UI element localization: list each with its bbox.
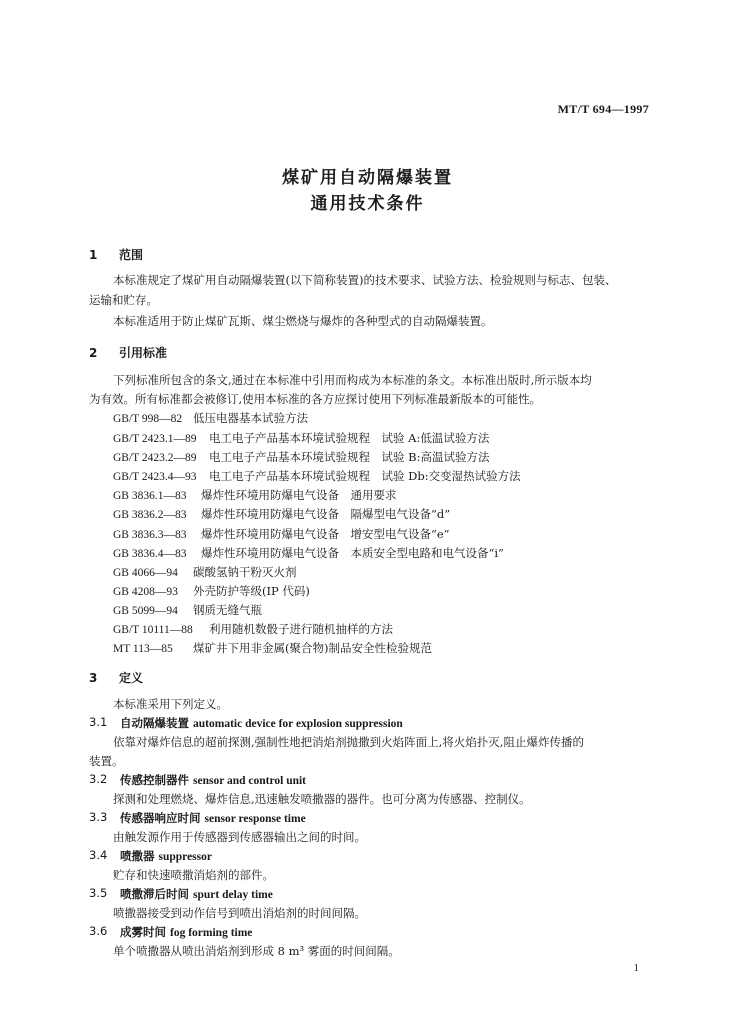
reference-code: GB/T 10111—88 bbox=[113, 624, 193, 636]
reference-title: 低压电器基本试验方法 bbox=[193, 411, 308, 425]
reference-code: GB/T 2423.2—89 bbox=[113, 452, 197, 464]
section-title: 范围 bbox=[119, 248, 144, 262]
section-1-heading bbox=[89, 246, 143, 263]
reference-title: 煤矿井下用非金属(聚合物)制品安全性检验规范 bbox=[193, 641, 432, 655]
reference-item bbox=[113, 449, 489, 466]
clause-number: 3.1 bbox=[89, 715, 108, 729]
paragraph-line: 为有效。所有标准都会被修订,使用本标准的各方应探讨使用下列标准最新版本的可能性。 bbox=[89, 392, 542, 406]
paragraph-line: 本标准采用下列定义。 bbox=[113, 697, 228, 711]
clause-title-cn: 喷撒滞后时间 bbox=[120, 887, 189, 901]
clause-title-en: spurt delay time bbox=[193, 889, 273, 901]
clause-title bbox=[120, 924, 252, 940]
reference-code: GB/T 998—82 bbox=[113, 413, 183, 425]
clause-body-line: 装置。 bbox=[89, 754, 124, 768]
reference-item bbox=[113, 468, 521, 485]
clause-title-en: suppressor bbox=[158, 851, 212, 863]
clause-body-line: 喷撒器接受到动作信号到喷出消焰剂的时间间隔。 bbox=[113, 906, 366, 920]
paragraph-line: 运输和贮存。 bbox=[89, 293, 158, 307]
clause-title-en: automatic device for explosion suppression bbox=[193, 718, 403, 730]
reference-item bbox=[113, 583, 310, 600]
reference-code: GB 3836.2—83 bbox=[113, 509, 187, 521]
reference-code: GB/T 2423.4—93 bbox=[113, 471, 197, 483]
reference-code: GB 3836.1—83 bbox=[113, 490, 187, 502]
clause-body-line: 由触发源作用于传感器到传感器输出之间的时间。 bbox=[113, 830, 366, 844]
document-title-line1: 煤矿用自动隔爆装置 bbox=[282, 168, 453, 188]
clause-title-cn: 传感控制器件 bbox=[120, 773, 189, 787]
clause-title bbox=[120, 715, 403, 731]
section-number: 2 bbox=[89, 346, 98, 360]
clause-number: 3.6 bbox=[89, 924, 108, 938]
clause-number: 3.2 bbox=[89, 772, 108, 786]
reference-title: 电工电子产品基本环境试验规程 试验 Db:交变湿热试验方法 bbox=[209, 469, 521, 483]
clause-title-cn: 自动隔爆装置 bbox=[120, 716, 189, 730]
reference-code: GB 3836.4—83 bbox=[113, 548, 187, 560]
paragraph-line: 下列标准所包含的条文,通过在本标准中引用而构成为本标准的条文。本标准出版时,所示版本均 bbox=[113, 373, 592, 387]
clause-title-en: fog forming time bbox=[170, 927, 253, 939]
section-number: 3 bbox=[89, 671, 98, 685]
clause-number: 3.4 bbox=[89, 848, 108, 862]
section-number: 1 bbox=[89, 248, 98, 262]
clause-body-line: 单个喷撒器从喷出消焰剂到形成 8 m³ 雾面的时间间隔。 bbox=[113, 944, 400, 958]
clause-title-en: sensor and control unit bbox=[193, 775, 307, 787]
reference-title: 外壳防护等级(IP 代码) bbox=[193, 584, 310, 598]
clause-title-cn: 传感器响应时间 bbox=[120, 811, 201, 825]
page-number: 1 bbox=[633, 962, 639, 974]
reference-item bbox=[113, 602, 262, 619]
clause-body-line: 依靠对爆炸信息的超前探测,强制性地把消焰剂抛撒到火焰阵面上,将火焰扑灭,阻止爆炸传播的 bbox=[113, 735, 584, 749]
reference-title: 爆炸性环境用防爆电气设备 增安型电气设备“e” bbox=[201, 527, 450, 541]
clause-number: 3.5 bbox=[89, 886, 108, 900]
reference-title: 利用随机数骰子进行随机抽样的方法 bbox=[209, 622, 393, 636]
reference-item bbox=[113, 564, 297, 581]
reference-code: GB/T 2423.1—89 bbox=[113, 433, 197, 445]
section-2-heading bbox=[89, 344, 167, 361]
clause-title-cn: 成雾时间 bbox=[120, 925, 166, 939]
reference-title: 爆炸性环境用防爆电气设备 通用要求 bbox=[201, 488, 397, 502]
section-title: 引用标准 bbox=[119, 346, 168, 360]
clause-body-line: 贮存和快速喷撒消焰剂的部件。 bbox=[113, 868, 274, 882]
clause-number: 3.3 bbox=[89, 810, 108, 824]
reference-item bbox=[113, 430, 489, 447]
reference-title: 爆炸性环境用防爆电气设备 本质安全型电路和电气设备“i” bbox=[201, 546, 504, 560]
reference-item bbox=[113, 545, 504, 562]
section-title: 定义 bbox=[119, 671, 144, 685]
reference-code: GB 4208—93 bbox=[113, 586, 178, 598]
reference-title: 碳酸氢钠干粉灭火剂 bbox=[193, 565, 297, 579]
reference-item bbox=[113, 410, 308, 427]
reference-item bbox=[113, 526, 450, 543]
reference-code: GB 3836.3—83 bbox=[113, 529, 187, 541]
reference-title: 电工电子产品基本环境试验规程 试验 B:高温试验方法 bbox=[209, 450, 490, 464]
reference-item bbox=[113, 621, 393, 638]
reference-title: 钢质无缝气瓶 bbox=[193, 603, 262, 617]
reference-title: 电工电子产品基本环境试验规程 试验 A:低温试验方法 bbox=[209, 431, 490, 445]
clause-title bbox=[120, 848, 212, 864]
reference-code: GB 4066—94 bbox=[113, 567, 178, 579]
section-3-heading bbox=[89, 669, 143, 686]
reference-code: GB 5099—94 bbox=[113, 605, 178, 617]
clause-title bbox=[120, 772, 306, 788]
reference-item bbox=[113, 487, 397, 504]
reference-title: 爆炸性环境用防爆电气设备 隔爆型电气设备“d” bbox=[201, 507, 451, 521]
document-title-line2: 通用技术条件 bbox=[310, 194, 425, 214]
reference-item bbox=[113, 640, 432, 657]
standard-code: MT/T 694—1997 bbox=[557, 102, 649, 116]
clause-title bbox=[120, 810, 306, 826]
reference-code: MT 113—85 bbox=[113, 643, 173, 655]
clause-title-en: sensor response time bbox=[204, 813, 306, 825]
clause-body-line: 探测和处理燃烧、爆炸信息,迅速触发喷撒器的器件。也可分离为传感器、控制仪。 bbox=[113, 792, 531, 806]
reference-item bbox=[113, 506, 450, 523]
clause-title-cn: 喷撒器 bbox=[120, 849, 155, 863]
paragraph-line: 本标准适用于防止煤矿瓦斯、煤尘燃烧与爆炸的各种型式的自动隔爆装置。 bbox=[113, 314, 493, 328]
paragraph-line: 本标准规定了煤矿用自动隔爆装置(以下简称装置)的技术要求、试验方法、检验规则与标志、包装、 bbox=[113, 273, 617, 287]
clause-title bbox=[120, 886, 273, 902]
